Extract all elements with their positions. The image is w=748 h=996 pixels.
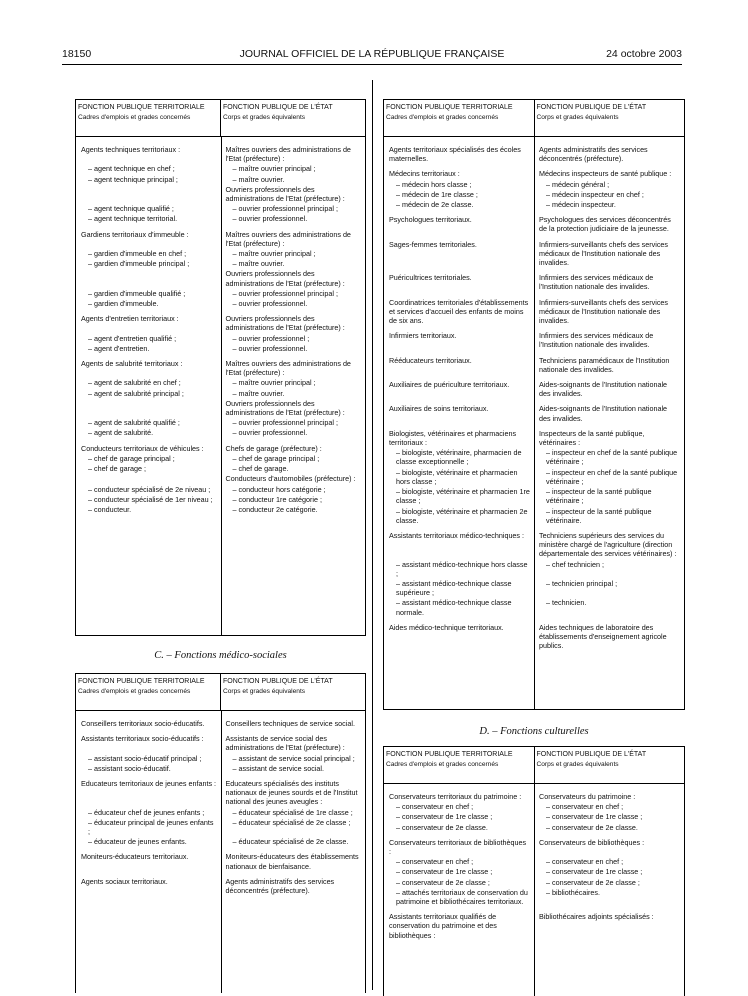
territorial-grade-cell: Assistants territoriaux qualifiés de conservation du patrimoine et des bibliothèques : — [389, 912, 497, 940]
table-row — [76, 837, 365, 846]
territorial-grade-cell — [76, 474, 221, 483]
state-equivalent-cell: – maître ouvrier principal ; — [232, 378, 316, 388]
table-row — [76, 289, 365, 298]
state-equivalent-cell: – maître ouvrier principal ; — [232, 164, 316, 174]
col-subtitle: Cadres d'emplois et grades concernés — [386, 114, 499, 121]
state-equivalent-cell: Maîtres ouvriers des administrations de l'Etat (préfecture) : — [225, 229, 351, 248]
table-row — [76, 428, 365, 437]
col-subtitle: Cadres d'emplois et grades concernés — [78, 114, 191, 121]
state-equivalent-cell: – ouvrier professionnel principal ; — [232, 288, 338, 298]
state-equivalent-cell: Educateurs spécialisés des instituts nationaux de jeunes sourds et de l'Institut national des jeunes aveugles : — [225, 779, 358, 807]
territorial-grade-cell: – biologiste, vétérinaire, pharmacien de classe exceptionnelle ; — [396, 448, 522, 467]
state-equivalent-cell: Ouvriers professionnels des administrations de l'Etat (préfecture) : — [225, 314, 345, 333]
territorial-grade-cell: – éducateur principal de jeunes enfants ; — [88, 817, 214, 837]
state-equivalent-cell: Ouvriers professionnels des administrations de l'Etat (préfecture) : — [225, 269, 345, 288]
state-equivalent-cell: Techniciens supérieurs des services du ministère chargé de l'agriculture (direction départementale des services vétérinaires) : — [539, 530, 677, 559]
table-row — [76, 269, 365, 287]
table-row — [384, 356, 684, 374]
territorial-grade-cell: Agents sociaux territoriaux. — [81, 876, 168, 886]
table-row — [76, 164, 365, 173]
territorial-grade-cell: – agent de salubrité. — [88, 428, 154, 438]
territorial-grade-cell: – agent technique qualifié ; — [88, 204, 174, 214]
table-row — [384, 273, 684, 291]
state-equivalent-cell: – éducateur spécialisé de 2e classe ; — [232, 817, 351, 827]
table-row — [76, 259, 365, 268]
table-row — [384, 404, 684, 422]
state-equivalent-cell: Moniteurs-éducateurs des établissements nationaux de bienfaisance. — [225, 852, 359, 871]
territorial-grade-cell: – agent technique territorial. — [88, 214, 178, 224]
state-equivalent-cell: – technicien principal ; — [546, 578, 618, 588]
state-equivalent-cell: – inspecteur en chef de la santé publique vétérinaire ; — [546, 467, 678, 486]
col-subtitle: Corps et grades équivalents — [223, 688, 306, 695]
table-row — [76, 359, 365, 377]
table-row — [76, 344, 365, 353]
table-row — [384, 857, 684, 866]
state-equivalent-cell: – conservateur de 2e classe ; — [546, 877, 640, 887]
territorial-grade-cell: – assistant médico-technique classe normale. — [396, 598, 512, 617]
table-row — [384, 912, 684, 940]
table-row — [76, 495, 365, 504]
territorial-grade-cell: Médecins territoriaux : — [389, 169, 460, 179]
col-title: FONCTION PUBLIQUE TERRITORIALE — [78, 678, 205, 685]
territorial-grade-cell: – biologiste, vétérinaire et pharmacien 2e classe. — [396, 506, 528, 525]
territorial-grade-cell — [76, 399, 221, 417]
state-equivalent-cell: – conducteur hors catégorie ; — [232, 484, 326, 494]
table-row — [76, 204, 365, 213]
state-equivalent-cell: – chef de garage principal ; — [232, 453, 320, 463]
table-row — [384, 823, 684, 832]
col-title: FONCTION PUBLIQUE DE L'ÉTAT — [223, 104, 333, 111]
table-row — [384, 802, 684, 811]
state-equivalent-cell: Conservateurs du patrimoine : — [539, 792, 636, 801]
table-row — [384, 468, 684, 486]
state-equivalent-cell: Maîtres ouvriers des administrations de l'Etat (préfecture) : — [225, 145, 351, 164]
table-row — [76, 877, 365, 895]
territorial-grade-cell: – médecin hors classe ; — [396, 179, 472, 189]
territorial-grade-cell: Sages-femmes territoriales. — [389, 239, 477, 249]
table-row — [384, 448, 684, 466]
table-row — [76, 145, 365, 163]
territorial-grade-cell — [76, 269, 221, 287]
table-row — [384, 240, 684, 268]
table-row — [384, 838, 684, 856]
territorial-grade-cell: Gardiens territoriaux d'immeuble : — [81, 229, 189, 239]
state-equivalent-cell: – inspecteur de la santé publique vétérinaire. — [546, 506, 652, 525]
territorial-grade-cell: – conducteur. — [88, 504, 132, 514]
territorial-grade-cell: – chef de garage principal ; — [88, 453, 175, 463]
state-equivalent-cell: – maître ouvrier. — [232, 174, 285, 184]
state-equivalent-cell: – éducateur spécialisé de 2e classe. — [232, 837, 349, 847]
state-equivalent-cell: Ouvriers professionnels des administrations de l'Etat (préfecture) : — [225, 184, 345, 204]
state-equivalent-cell: Aides-soignants de l'Institution nationale des invalides. — [539, 380, 668, 399]
table-row — [76, 334, 365, 343]
state-equivalent-cell: Psychologues des services déconcentrés de la protection judiciaire de la jeunesse. — [539, 215, 671, 234]
territorial-grade-cell: – agent technique principal ; — [88, 174, 178, 184]
table-row — [384, 507, 684, 525]
section-title-d: D. – Fonctions culturelles — [479, 726, 589, 737]
table-row — [76, 852, 365, 870]
territorial-grade-cell: Coordinatrices territoriales d'établissements et services d'accueil des enfants de moins de six ans. — [389, 297, 529, 326]
table-row — [384, 531, 684, 559]
state-equivalent-cell: – ouvrier professionnel. — [232, 214, 308, 224]
table-row — [76, 299, 365, 308]
state-equivalent-cell: – inspecteur en chef de la santé publique vétérinaire ; — [546, 448, 678, 467]
territorial-grade-cell: – gardien d'immeuble qualifié ; — [88, 288, 186, 298]
territorial-grade-cell: – conservateur de 1re classe ; — [396, 812, 493, 822]
table-row — [76, 175, 365, 184]
territorial-grade-cell: Assistants territoriaux socio-éducatifs : — [81, 734, 204, 744]
col-subtitle: Corps et grades équivalents — [536, 114, 619, 121]
table-row — [384, 560, 684, 578]
table-row — [384, 190, 684, 199]
state-equivalent-cell: Techniciens paramédicaux de l'Institution nationale des invalides. — [539, 355, 670, 374]
state-equivalent-cell: Assistants de service social des administrations de l'Etat (préfecture) : — [225, 734, 345, 753]
territorial-grade-cell: – agent d'entretien qualifié ; — [88, 333, 177, 343]
state-equivalent-cell: – conducteur 1re catégorie ; — [232, 494, 322, 504]
table-row — [76, 444, 365, 453]
table-row — [384, 169, 684, 178]
territorial-grade-cell: – gardien d'immeuble en chef ; — [88, 249, 187, 259]
territorial-grade-cell: Infirmiers territoriaux. — [389, 331, 457, 341]
territorial-grade-cell: – assistant médico-technique hors classe ; — [396, 559, 528, 578]
state-equivalent-cell: – chef technicien ; — [546, 559, 604, 569]
state-equivalent-cell: – bibliothécaires. — [546, 887, 600, 897]
state-equivalent-cell: – conservateur en chef ; — [546, 802, 624, 812]
state-equivalent-cell: – maître ouvrier. — [232, 388, 285, 398]
state-equivalent-cell: Conseillers techniques de service social. — [225, 719, 355, 728]
territorial-grade-cell: – agent de salubrité qualifié ; — [88, 418, 180, 428]
col-title: FONCTION PUBLIQUE DE L'ÉTAT — [536, 104, 647, 111]
state-equivalent-cell: – conservateur de 1re classe ; — [546, 812, 643, 822]
table-row — [76, 378, 365, 387]
table-header — [384, 747, 684, 784]
state-equivalent-cell: Agents administratifs des services déconcentrés (préfecture). — [225, 876, 335, 896]
table-header — [76, 674, 365, 711]
state-equivalent-cell: – ouvrier professionnel. — [232, 343, 308, 353]
journal-title: JOURNAL OFFICIEL DE LA RÉPUBLIQUE FRANÇAISE — [239, 48, 505, 60]
state-equivalent-cell: Bibliothécaires adjoints spécialisés : — [539, 912, 654, 922]
col-subtitle: Corps et grades équivalents — [223, 114, 306, 121]
table-row — [384, 145, 684, 163]
territorial-grade-cell: Agents territoriaux spécialisés des écoles maternelles. — [389, 145, 521, 164]
issue-date: 24 octobre 2003 — [606, 48, 682, 60]
col-title: FONCTION PUBLIQUE DE L'ÉTAT — [223, 678, 333, 685]
state-equivalent-cell: – assistant de service social. — [232, 763, 324, 773]
table-row — [76, 249, 365, 258]
table-row — [384, 598, 684, 616]
territorial-grade-cell: – biologiste, vétérinaire et pharmacien hors classe ; — [396, 467, 518, 486]
col-subtitle: Corps et grades équivalents — [536, 761, 619, 768]
table-row — [76, 505, 365, 514]
table-row — [76, 779, 365, 807]
territorial-grade-cell: Auxiliaires de puériculture territoriaux. — [389, 380, 510, 390]
territorial-grade-cell: Aides médico-technique territoriaux. — [389, 622, 504, 632]
territorial-grade-cell: – attachés territoriaux de conservation du patrimoine et bibliothécaires territoriaux. — [396, 887, 528, 907]
state-equivalent-cell: Infirmiers des services médicaux de l'Institution nationale des invalides. — [539, 331, 654, 350]
state-equivalent-cell: Aides techniques de laboratoire des établissements d'enseignement agricole publics. — [539, 622, 667, 651]
state-equivalent-cell: – éducateur spécialisé de 1re classe ; — [232, 807, 353, 817]
territorial-grade-cell: Rééducateurs territoriaux. — [389, 355, 472, 365]
table-row — [76, 185, 365, 203]
territorial-grade-cell: – agent de salubrité principal ; — [88, 388, 184, 398]
state-equivalent-cell: – conservateur en chef ; — [546, 857, 624, 867]
territorial-grade-cell: Educateurs territoriaux de jeunes enfants : — [81, 779, 217, 789]
col-subtitle: Cadres d'emplois et grades concernés — [386, 761, 499, 768]
state-equivalent-cell: – technicien. — [546, 598, 587, 608]
territorial-grade-cell: – médecin de 1re classe ; — [396, 189, 478, 199]
table-row — [384, 380, 684, 398]
state-equivalent-cell: – maître ouvrier. — [232, 259, 285, 269]
table-row — [384, 878, 684, 887]
territorial-grade-cell: Conservateurs territoriaux de bibliothèques : — [389, 837, 527, 857]
state-equivalent-cell: – conservateur de 2e classe. — [546, 822, 638, 832]
territorial-grade-cell: – éducateur de jeunes enfants. — [88, 837, 187, 847]
table-row — [384, 888, 684, 906]
table-row — [384, 867, 684, 876]
section-title-c: C. – Fonctions médico-sociales — [154, 650, 287, 661]
territorial-grade-cell: Conseillers territoriaux socio-éducatifs. — [81, 719, 205, 728]
state-equivalent-cell: – médecin inspecteur en chef ; — [546, 189, 644, 199]
territorial-grade-cell: – conducteur spécialisé de 2e niveau ; — [88, 484, 211, 494]
table-row — [76, 754, 365, 763]
state-equivalent-cell: Aides-soignants de l'Institution nationale des invalides. — [539, 404, 668, 423]
table-row — [76, 314, 365, 332]
territorial-grade-cell: – assistant socio-éducatif principal ; — [88, 753, 202, 763]
column-separator — [372, 80, 373, 990]
col-title: FONCTION PUBLIQUE TERRITORIALE — [78, 104, 205, 111]
territorial-grade-cell: Agents de salubrité territoriaux : — [81, 359, 183, 369]
territorial-grade-cell: Agents techniques territoriaux : — [81, 145, 181, 154]
table-header — [76, 100, 365, 137]
territorial-grade-cell: Conducteurs territoriaux de véhicules : — [81, 443, 204, 453]
table-row — [76, 719, 365, 728]
state-equivalent-cell: – assistant de service social principal ; — [232, 753, 355, 763]
table-row — [76, 418, 365, 427]
state-equivalent-cell: Maîtres ouvriers des administrations de l'Etat (préfecture) : — [225, 359, 351, 378]
header-rule — [62, 64, 682, 65]
state-equivalent-cell: – ouvrier professionnel principal ; — [232, 418, 338, 428]
table-row — [384, 298, 684, 326]
territorial-grade-cell: – assistant socio-éducatif. — [88, 763, 171, 773]
territorial-grade-cell: – conservateur en chef ; — [396, 802, 474, 812]
col-title: FONCTION PUBLIQUE TERRITORIALE — [386, 104, 513, 111]
state-equivalent-cell: – ouvrier professionnel. — [232, 299, 308, 309]
table-row — [384, 812, 684, 821]
table-medico-social — [75, 673, 366, 993]
territorial-grade-cell: Moniteurs-éducateurs territoriaux. — [81, 852, 189, 862]
state-equivalent-cell: – maître ouvrier principal ; — [232, 249, 316, 259]
territorial-grade-cell: – conservateur de 2e classe. — [396, 822, 488, 832]
table-cultural-functions — [383, 746, 685, 996]
state-equivalent-cell: Conservateurs de bibliothèques : — [539, 837, 645, 847]
state-equivalent-cell: Médecins inspecteurs de santé publique : — [539, 169, 672, 179]
page-number: 18150 — [62, 48, 92, 60]
state-equivalent-cell: Infirmiers des services médicaux de l'Institution nationale des invalides. — [539, 273, 654, 292]
territorial-grade-cell: Assistants territoriaux médico-techniques : — [389, 530, 525, 540]
state-equivalent-cell: – conservateur de 1re classe ; — [546, 867, 643, 877]
territorial-grade-cell: – agent technique en chef ; — [88, 164, 175, 174]
state-equivalent-cell: – ouvrier professionnel. — [232, 428, 308, 438]
table-technical-functions — [75, 99, 366, 636]
table-row — [76, 485, 365, 494]
state-equivalent-cell: – ouvrier professionnel principal ; — [232, 204, 338, 214]
territorial-grade-cell: – agent d'entretien. — [88, 343, 150, 353]
state-equivalent-cell: – médecin inspecteur. — [546, 200, 616, 210]
state-equivalent-cell: Conducteurs d'automobiles (préfecture) : — [225, 474, 356, 484]
territorial-grade-cell: – agent de salubrité en chef ; — [88, 378, 181, 388]
territorial-grade-cell: – gardien d'immeuble. — [88, 299, 159, 309]
territorial-grade-cell: – conservateur de 2e classe ; — [396, 877, 490, 887]
territorial-grade-cell: – conducteur spécialisé de 1er niveau ; — [88, 494, 213, 504]
table-row — [76, 734, 365, 752]
table-row — [384, 487, 684, 505]
territorial-grade-cell: Biologistes, vétérinaires et pharmaciens territoriaux : — [389, 428, 517, 448]
territorial-grade-cell: – biologiste, vétérinaire et pharmacien 1re classe ; — [396, 487, 530, 506]
state-equivalent-cell: Infirmiers-surveillants chefs des services médicaux de l'Institution nationale des invalides. — [539, 239, 669, 268]
col-subtitle: Cadres d'emplois et grades concernés — [78, 688, 191, 695]
territorial-grade-cell: – éducateur chef de jeunes enfants ; — [88, 807, 205, 817]
state-equivalent-cell: Chefs de garage (préfecture) : — [225, 443, 322, 453]
state-equivalent-cell: – conducteur 2e catégorie. — [232, 504, 318, 514]
territorial-grade-cell: Psychologues territoriaux. — [389, 215, 472, 225]
territorial-grade-cell: – gardien d'immeuble principal ; — [88, 259, 190, 269]
table-row — [384, 180, 684, 189]
table-row — [76, 389, 365, 398]
table-row — [76, 230, 365, 248]
territorial-grade-cell: Agents d'entretien territoriaux : — [81, 314, 179, 324]
state-equivalent-cell: Infirmiers-surveillants chefs des services médicaux de l'Institution nationale des invalides. — [539, 297, 669, 326]
table-header — [384, 100, 684, 137]
territorial-grade-cell: – médecin de 2e classe. — [396, 200, 474, 210]
state-equivalent-cell: – médecin général ; — [546, 179, 610, 189]
table-row — [384, 579, 684, 597]
territorial-grade-cell: – conservateur de 1re classe ; — [396, 867, 493, 877]
state-equivalent-cell: Inspecteurs de la santé publique, vétérinaires : — [539, 428, 645, 448]
territorial-grade-cell: – assistant médico-technique classe supérieure ; — [396, 578, 512, 598]
state-equivalent-cell: Agents administratifs des services déconcentrés (préfecture). — [539, 145, 648, 164]
table-row — [76, 818, 365, 836]
territorial-grade-cell — [76, 185, 221, 203]
col-title: FONCTION PUBLIQUE TERRITORIALE — [386, 751, 513, 758]
state-equivalent-cell: – ouvrier professionnel ; — [232, 333, 310, 343]
state-equivalent-cell: – chef de garage. — [232, 464, 289, 474]
table-row — [76, 214, 365, 223]
territorial-grade-cell: – chef de garage ; — [88, 464, 146, 474]
territorial-grade-cell: – conservateur en chef ; — [396, 857, 474, 867]
table-row — [384, 200, 684, 209]
table-row — [384, 429, 684, 447]
table-row — [76, 474, 365, 483]
table-row — [384, 215, 684, 233]
table-row — [76, 454, 365, 463]
table-row — [384, 331, 684, 349]
table-row — [76, 464, 365, 473]
col-title: FONCTION PUBLIQUE DE L'ÉTAT — [536, 751, 647, 758]
table-row — [76, 764, 365, 773]
territorial-grade-cell: Puéricultrices territoriales. — [389, 273, 472, 283]
table-row — [384, 792, 684, 801]
table-row — [76, 808, 365, 817]
state-equivalent-cell: – inspecteur de la santé publique vétérinaire ; — [546, 487, 652, 506]
territorial-grade-cell: Auxiliaires de soins territoriaux. — [389, 404, 489, 414]
table-row — [76, 399, 365, 417]
territorial-grade-cell: Conservateurs territoriaux du patrimoine : — [389, 792, 522, 801]
state-equivalent-cell: Ouvriers professionnels des administrations de l'Etat (préfecture) : — [225, 398, 345, 418]
table-medico-social-continued — [383, 99, 685, 710]
table-row — [384, 623, 684, 651]
